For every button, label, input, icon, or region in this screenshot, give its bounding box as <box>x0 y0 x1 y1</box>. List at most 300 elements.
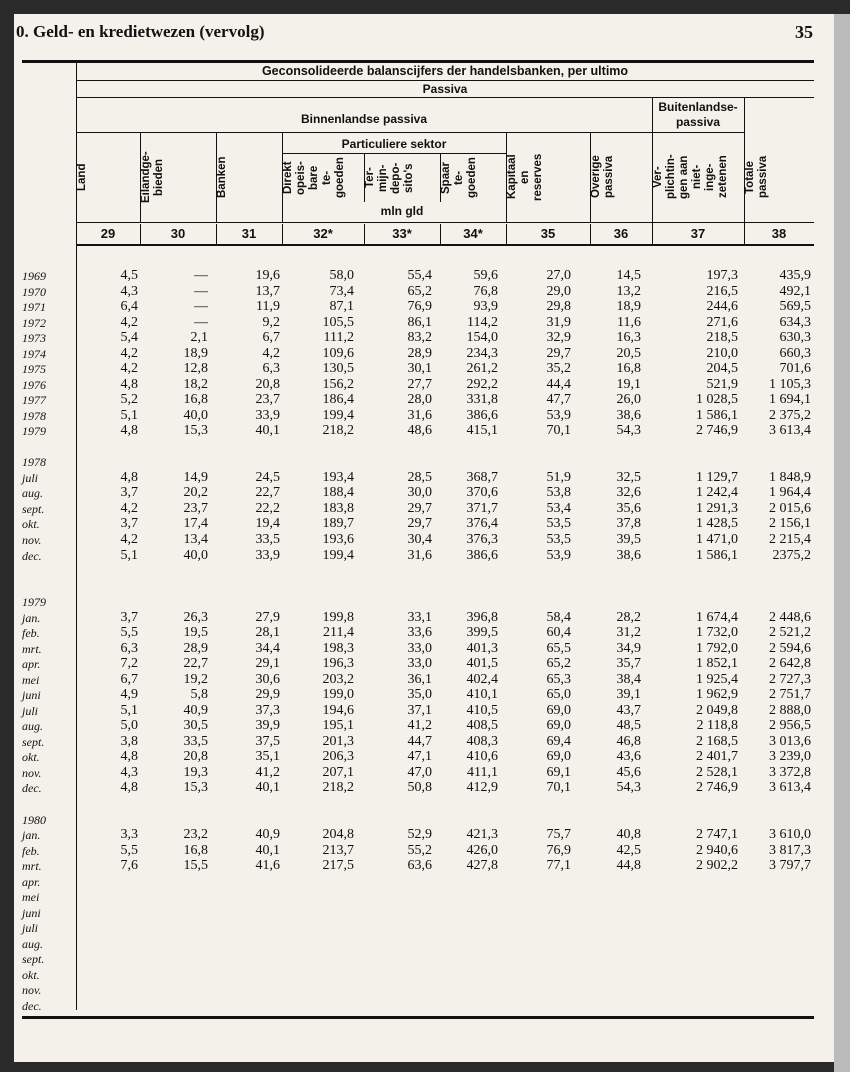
row-label: aug. <box>22 936 43 951</box>
table-cell: 4,3 <box>120 764 138 780</box>
table-cell: 3 797,7 <box>769 858 811 874</box>
table-cell: 13,2 <box>616 283 641 299</box>
row-label: nov. <box>22 983 42 998</box>
rule-colnums-top <box>76 222 814 223</box>
table-cell: 22,7 <box>255 485 280 501</box>
row-label: mrt. <box>22 859 42 874</box>
table-cell: 521,9 <box>706 376 738 392</box>
table-cell: 33,0 <box>407 640 432 656</box>
table-cell: 3,7 <box>120 485 138 501</box>
table-cell: 30,0 <box>407 485 432 501</box>
table-cell: 4,8 <box>120 749 138 765</box>
row-label: 1976 <box>22 377 46 392</box>
table-cell: 2,1 <box>190 330 208 346</box>
column-number: 29 <box>100 226 116 241</box>
row-label: 1979 <box>22 595 46 610</box>
row-label: 1978 <box>22 408 46 423</box>
table-cell: 2375,2 <box>772 547 811 563</box>
table-cell: 15,3 <box>183 780 208 796</box>
table-cell: 1 732,0 <box>696 625 738 641</box>
table-cell: 2 448,6 <box>769 609 811 625</box>
row-label: 1977 <box>22 393 46 408</box>
table-cell: 41,2 <box>255 764 280 780</box>
table-cell: 76,9 <box>546 842 571 858</box>
row-label: 1979 <box>22 424 46 439</box>
table-cell: 34,9 <box>616 640 641 656</box>
table-cell: 83,2 <box>407 330 432 346</box>
table-cell: 19,2 <box>183 671 208 687</box>
table-cell: 1 291,3 <box>696 500 738 516</box>
table-cell: 27,0 <box>546 268 571 283</box>
group-particuliere: Particuliere sektor <box>341 137 447 151</box>
table-cell: 105,5 <box>322 314 354 330</box>
table-cell: 29,1 <box>255 656 280 672</box>
table-cell: 39,5 <box>616 532 641 547</box>
table-cell: 3 013,6 <box>769 733 811 749</box>
table-cell: 41,2 <box>407 718 432 734</box>
table-cell: 199,8 <box>322 609 354 625</box>
table-cell: 52,9 <box>407 827 432 843</box>
section-title: 0. Geld- en kredietwezen (vervolg) <box>16 22 265 41</box>
table-cell: 199,4 <box>322 547 354 563</box>
row-label: mei <box>22 890 40 905</box>
table-cell: 204,8 <box>322 827 354 843</box>
table-cell: 42,5 <box>616 842 641 858</box>
table-cell: 27,9 <box>255 609 280 625</box>
table-cell: 386,6 <box>466 547 498 563</box>
table-cell: 35,6 <box>616 500 641 516</box>
table-cell: 44,7 <box>407 733 432 749</box>
table-cell: 28,2 <box>616 609 641 625</box>
table-cell: 2 401,7 <box>696 749 738 765</box>
table-cell: 19,6 <box>255 268 280 283</box>
table-cell: 18,2 <box>183 376 208 392</box>
row-label: dec. <box>22 548 42 563</box>
row-label: nov. <box>22 533 42 547</box>
table-cell: 183,8 <box>322 500 354 516</box>
table-cell: 58,0 <box>329 268 354 283</box>
table-cell: 40,9 <box>183 702 208 718</box>
table-cell: 13,4 <box>183 532 208 547</box>
table-cell: 292,2 <box>466 376 498 392</box>
table-cell: 19,4 <box>255 516 280 532</box>
table-cell: 58,4 <box>546 609 571 625</box>
table-cell: 2 746,9 <box>696 423 738 439</box>
table-cell: 18,9 <box>183 345 208 361</box>
rule-title <box>76 80 814 81</box>
table-cell: 1 129,7 <box>696 469 738 485</box>
row-label: apr. <box>22 874 41 889</box>
table-cell: 4,9 <box>120 687 138 703</box>
table-cell: 13,7 <box>255 283 280 299</box>
table-cell: 371,7 <box>466 500 498 516</box>
table-cell: 3,3 <box>120 827 138 843</box>
page-number: 35 <box>795 22 813 42</box>
table-cell: 40,8 <box>616 827 641 843</box>
column-header-34star: Spaar te- goeden <box>440 157 478 199</box>
column-number: 37 <box>690 226 706 241</box>
table-cell: 32,5 <box>616 469 641 485</box>
table-cell: 630,3 <box>779 330 811 346</box>
table-cell: 331,8 <box>466 392 498 408</box>
table-cell: 199,4 <box>322 407 354 423</box>
table-cell: 12,8 <box>183 361 208 377</box>
colnum-divider <box>364 224 365 244</box>
row-label: juli <box>22 470 39 485</box>
column-number: 32* <box>313 226 333 241</box>
table-cell: 11,6 <box>617 314 641 330</box>
table-cell: 35,7 <box>616 656 641 672</box>
table-cell: 370,6 <box>466 485 498 501</box>
table-cell: 4,8 <box>120 376 138 392</box>
table-cell: 26,0 <box>616 392 641 408</box>
table-cell: 193,6 <box>322 532 354 547</box>
table-cell: 27,7 <box>407 376 432 392</box>
table-cell: 4,3 <box>120 283 138 299</box>
table-cell: 59,6 <box>473 268 498 283</box>
table-cell: 3 372,8 <box>769 764 811 780</box>
table-cell: 421,3 <box>466 827 498 843</box>
table-cell: 70,1 <box>546 423 571 439</box>
row-label: 1974 <box>22 346 46 361</box>
table-cell: 189,7 <box>322 516 354 532</box>
table-cell: 376,3 <box>466 532 498 547</box>
table-cell: 23,7 <box>255 392 280 408</box>
table-cell: 36,1 <box>407 671 432 687</box>
row-label: juli <box>22 921 39 936</box>
table-cell: 1 925,4 <box>696 671 738 687</box>
table-cell: 2 727,3 <box>769 671 811 687</box>
table-cell: 3,7 <box>120 609 138 625</box>
table-cell: 65,0 <box>546 687 571 703</box>
table-cell: 2 594,6 <box>769 640 811 656</box>
table-cell: 40,0 <box>183 547 208 563</box>
table-cell: 15,5 <box>183 858 208 874</box>
table-cell: 18,9 <box>616 299 641 315</box>
table-cell: 5,1 <box>120 547 138 563</box>
table-cell: 411,1 <box>467 764 498 780</box>
table-cell: 33,1 <box>407 609 432 625</box>
table-cell: 19,1 <box>616 376 641 392</box>
table-cell: 22,2 <box>255 500 280 516</box>
table-cell: 206,3 <box>322 749 354 765</box>
column-header-30: Eilandge- bieden <box>140 151 165 203</box>
row-label: sept. <box>22 734 45 749</box>
row-label: 1969 <box>22 269 46 283</box>
table-cell: 22,7 <box>183 656 208 672</box>
table-cell: 33,9 <box>255 407 280 423</box>
table-cell: 5,5 <box>120 842 138 858</box>
table-cell: 5,8 <box>190 687 208 703</box>
table-cell: 3,8 <box>120 733 138 749</box>
table-cell: 1 674,4 <box>696 609 738 625</box>
table-cell: 401,3 <box>466 640 498 656</box>
table-cell: 427,8 <box>466 858 498 874</box>
table-cell: 1 848,9 <box>769 469 811 485</box>
table-cell: 47,7 <box>546 392 571 408</box>
table-cell: 69,0 <box>546 718 571 734</box>
table-cell: 1 428,5 <box>696 516 738 532</box>
table-cell: 28,9 <box>183 640 208 656</box>
colnum-divider <box>506 224 507 244</box>
table-cell: 28,9 <box>407 345 432 361</box>
table-cell: 156,2 <box>322 376 354 392</box>
table-cell: 28,1 <box>255 625 280 641</box>
table-cell: 3 610,0 <box>769 827 811 843</box>
table-cell: 1 471,0 <box>696 532 738 547</box>
table-cell: 7,2 <box>120 656 138 672</box>
table-cell: 412,9 <box>466 780 498 796</box>
table-cell: 2 751,7 <box>769 687 811 703</box>
table-cell: 634,3 <box>779 314 811 330</box>
table-cell: 3 613,4 <box>769 423 811 439</box>
table-cell: 186,4 <box>322 392 354 408</box>
colnum-divider <box>744 224 745 244</box>
column-header-31: Banken <box>216 156 228 198</box>
row-label: aug. <box>22 719 43 734</box>
table-cell: 30,6 <box>255 671 280 687</box>
table-cell: 47,0 <box>407 764 432 780</box>
table-cell: 4,2 <box>120 361 138 377</box>
table-cell: 410,1 <box>466 687 498 703</box>
table-cell: 29,7 <box>407 516 432 532</box>
table-cell: 410,5 <box>466 702 498 718</box>
table-cell: 14,5 <box>616 268 641 283</box>
table-cell: 410,6 <box>466 749 498 765</box>
table-cell: 37,5 <box>255 733 280 749</box>
table-cell: 368,7 <box>466 469 498 485</box>
table-cell: 402,4 <box>466 671 498 687</box>
table-cell: 1 962,9 <box>696 687 738 703</box>
table-cell: 23,7 <box>183 500 208 516</box>
table-cell: 39,1 <box>616 687 641 703</box>
table-cell: 193,4 <box>322 469 354 485</box>
table-cell: 5,2 <box>120 392 138 408</box>
table-cell: 195,1 <box>322 718 354 734</box>
table-cell: 40,1 <box>255 842 280 858</box>
table-cell: 87,1 <box>329 299 354 315</box>
table-cell: 4,5 <box>120 268 138 283</box>
table-cell: 31,6 <box>407 407 432 423</box>
table-cell: 30,5 <box>183 718 208 734</box>
table-cell: 32,9 <box>546 330 571 346</box>
row-label: feb. <box>22 626 40 641</box>
table-cell: 376,4 <box>466 516 498 532</box>
table-cell: 9,2 <box>262 314 280 330</box>
column-header-33star: Ter- mijn- depo- sito's <box>364 162 415 194</box>
table-cell: 69,4 <box>546 733 571 749</box>
row-label: mrt. <box>22 641 42 656</box>
table-cell: 4,2 <box>120 500 138 516</box>
table-cell: 261,2 <box>466 361 498 377</box>
row-label: okt. <box>22 967 40 982</box>
table-cell: 194,6 <box>322 702 354 718</box>
table-cell: 60,4 <box>546 625 571 641</box>
table-cell: 30,1 <box>407 361 432 377</box>
table-cell: 3 239,0 <box>769 749 811 765</box>
table-cell: 26,3 <box>183 609 208 625</box>
column-number: 35 <box>540 226 556 241</box>
table-cell: 29,7 <box>546 345 571 361</box>
table-cell: 3 613,4 <box>769 780 811 796</box>
table-cell: 1 242,4 <box>696 485 738 501</box>
table-cell: 204,5 <box>706 361 738 377</box>
table-cell: 76,8 <box>473 283 498 299</box>
rule-binnenlandse <box>76 132 652 133</box>
table-cell: 40,1 <box>255 780 280 796</box>
table-cell: 401,5 <box>466 656 498 672</box>
table-cell: 217,5 <box>322 858 354 874</box>
table-cell: 3,7 <box>120 516 138 532</box>
table-title: Geconsolideerde balanscijfers der handelsbanken, per ultimo <box>261 64 629 78</box>
table-cell: 216,5 <box>706 283 738 299</box>
column-header-38: Totale passiva <box>744 155 769 199</box>
table-cell: 114,2 <box>467 314 498 330</box>
row-label: apr. <box>22 657 41 672</box>
row-label: 1971 <box>22 300 46 315</box>
table-cell: 1 105,3 <box>769 376 811 392</box>
table-cell: 2 746,9 <box>696 780 738 796</box>
row-label: okt. <box>22 517 40 532</box>
table-cell: 11,9 <box>256 299 280 315</box>
table-cell: 23,2 <box>183 827 208 843</box>
table-cell: 203,2 <box>322 671 354 687</box>
table-cell: 1 852,1 <box>696 656 738 672</box>
column-number: 33* <box>392 226 412 241</box>
table-cell: 16,8 <box>183 842 208 858</box>
table-cell: 53,8 <box>546 485 571 501</box>
table-cell: 1 694,1 <box>769 392 811 408</box>
unit-label: mln gld <box>380 204 424 218</box>
table-cell: 5,1 <box>120 407 138 423</box>
row-label: dec. <box>22 781 42 796</box>
table-cell: 386,6 <box>466 407 498 423</box>
table-cell: 6,3 <box>120 640 138 656</box>
table-cell: 54,3 <box>616 780 641 796</box>
table-cell: 29,9 <box>255 687 280 703</box>
row-label: 1973 <box>22 331 46 346</box>
table-cell: 37,1 <box>407 702 432 718</box>
table-cell: 40,0 <box>183 407 208 423</box>
table-cell: 31,9 <box>546 314 571 330</box>
table-cell: 53,5 <box>546 516 571 532</box>
table-cell: 4,8 <box>120 423 138 439</box>
table-cell: 39,9 <box>255 718 280 734</box>
table-cell: 4,2 <box>120 532 138 547</box>
table-cell: 70,1 <box>546 780 571 796</box>
rule-passiva <box>76 97 814 98</box>
colnum-divider <box>140 224 141 244</box>
colnum-divider <box>282 224 283 244</box>
table-cell: 271,6 <box>706 314 738 330</box>
table-cell: 29,7 <box>407 500 432 516</box>
table-cell: 111,2 <box>323 330 354 346</box>
table-cell: 93,9 <box>473 299 498 315</box>
table-cell: 43,7 <box>616 702 641 718</box>
table-cell: 24,5 <box>255 469 280 485</box>
table-cell: 218,2 <box>322 423 354 439</box>
group-buitenlandse: Buitenlandse- passiva <box>658 100 738 129</box>
table-cell: — <box>194 268 208 283</box>
table-cell: 244,6 <box>706 299 738 315</box>
table-cell: 45,6 <box>616 764 641 780</box>
column-header-36: Overige passiva <box>590 155 615 199</box>
row-label: juni <box>22 688 41 703</box>
table-cell: 2 168,5 <box>696 733 738 749</box>
table-cell: 1 792,0 <box>696 640 738 656</box>
table-cell: 1 964,4 <box>769 485 811 501</box>
table-cell: 20,8 <box>183 749 208 765</box>
table-cell: 408,5 <box>466 718 498 734</box>
table-cell: 4,8 <box>120 780 138 796</box>
table-cell: 188,4 <box>322 485 354 501</box>
table-cell: 77,1 <box>546 858 571 874</box>
table-cell: 14,9 <box>183 469 208 485</box>
column-header-32star: Direkt opeis- bare te- goeden <box>282 157 346 199</box>
table-cell: 5,0 <box>120 718 138 734</box>
table-cell: 6,4 <box>120 299 138 315</box>
table-cell: 396,8 <box>466 609 498 625</box>
row-label: juni <box>22 905 41 920</box>
table-cell: 53,4 <box>546 500 571 516</box>
table-cell: 40,1 <box>255 423 280 439</box>
table-cell: 16,3 <box>616 330 641 346</box>
row-label: feb. <box>22 843 40 858</box>
table-cell: 29,8 <box>546 299 571 315</box>
row-label: sept. <box>22 952 45 967</box>
row-label: mei <box>22 672 40 687</box>
table-cell: 109,6 <box>322 345 354 361</box>
table-cell: 130,5 <box>322 361 354 377</box>
row-label: 1980 <box>22 812 46 827</box>
table-cell: 2 888,0 <box>769 702 811 718</box>
table-cell: 2 118,8 <box>696 718 738 734</box>
table-cell: 2 956,5 <box>769 718 811 734</box>
colnum-divider <box>652 224 653 244</box>
table-cell: 86,1 <box>407 314 432 330</box>
column-header-29: Land <box>76 163 88 191</box>
column-header-35: Kapitaal en reserves <box>506 153 544 201</box>
table-cell: 44,4 <box>546 376 571 392</box>
table-cell: 2 215,4 <box>769 532 811 547</box>
table-cell: 35,0 <box>407 687 432 703</box>
bottom-rule <box>22 1016 814 1019</box>
colnum-divider <box>440 224 441 244</box>
table-cell: 435,9 <box>779 268 811 283</box>
rule-buitenlandse <box>652 132 744 133</box>
table-cell: 33,0 <box>407 656 432 672</box>
table-cell: 38,6 <box>616 547 641 563</box>
table-cell: 20,8 <box>255 376 280 392</box>
row-label: okt. <box>22 750 40 765</box>
table-cell: 213,7 <box>322 842 354 858</box>
table-cell: 218,2 <box>322 780 354 796</box>
table-cell: 76,9 <box>407 299 432 315</box>
table-cell: 2 642,8 <box>769 656 811 672</box>
colnum-divider <box>590 224 591 244</box>
table-cell: 199,0 <box>322 687 354 703</box>
row-label: jan. <box>22 610 41 625</box>
column-number: 34* <box>463 226 483 241</box>
colnum-divider <box>216 224 217 244</box>
table-cell: 6,3 <box>262 361 280 377</box>
table-cell: 3 817,3 <box>769 842 811 858</box>
table-cell: 1 586,1 <box>696 547 738 563</box>
table-cell: 17,4 <box>183 516 208 532</box>
table-cell: — <box>194 314 208 330</box>
table-cell: — <box>194 299 208 315</box>
table-cell: 207,1 <box>322 764 354 780</box>
